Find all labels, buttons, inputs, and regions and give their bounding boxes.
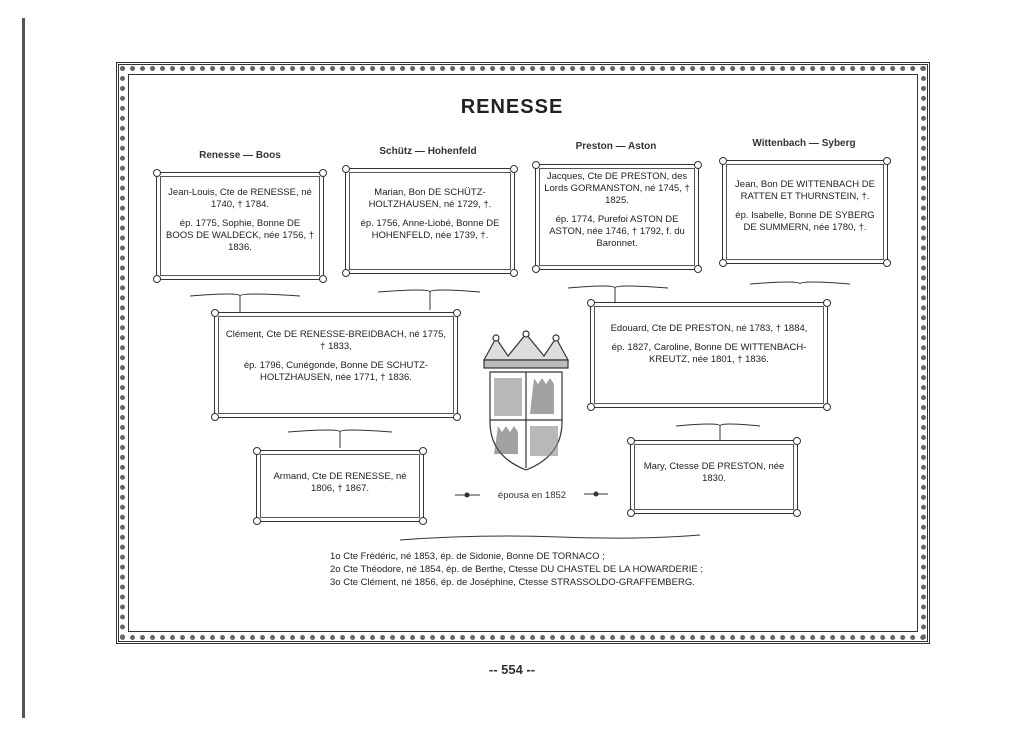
person-box-edouard-preston <box>590 302 828 408</box>
corner-ornament-icon <box>253 517 261 525</box>
spouse-entry: ép. 1756, Anne-Liobé, Bonne DE HOHENFELD, née 1739, †. <box>360 218 500 241</box>
child-entry-2: 2o Cte Théodore, né 1854, ép. de Berthe, Ctesse DU CHASTEL DE LA HOWARDERIE ; <box>330 564 703 575</box>
corner-ornament-icon <box>883 259 891 267</box>
family-heading-preston-aston: Preston — Aston <box>575 141 657 152</box>
person-box-marian-schutz <box>345 168 515 274</box>
corner-ornament-icon <box>823 403 831 411</box>
connector-gen2-right <box>676 424 760 440</box>
corner-ornament-icon <box>627 437 635 445</box>
corner-ornament-icon <box>419 447 427 455</box>
corner-ornament-icon <box>342 165 350 173</box>
connector-gen2-left <box>288 430 392 448</box>
child-entry-1: 1o Cte Frédéric, né 1853, ép. de Sidonie, Bonne DE TORNACO ; <box>330 551 605 562</box>
marriage-caption: épousa en 1852 <box>497 490 567 501</box>
child-entry-3: 3o Cte Clément, né 1856, ép. de Joséphine, Ctesse STRASSOLDO-GRAFFEMBERG. <box>330 577 695 588</box>
person-box-mary-preston <box>630 440 798 514</box>
connector-gen3-base <box>400 535 700 540</box>
spouse-entry: ép. 1796, Cunégonde, Bonne DE SCHUTZ-HOLTZHAUSEN, née 1771, † 1836. <box>243 360 429 383</box>
corner-ornament-icon <box>453 309 461 317</box>
person-entry: Jacques, Cte DE PRESTON, des Lords GORMANSTON, né 1745, † 1825. <box>544 171 690 206</box>
person-box-armand-renesse <box>256 450 424 522</box>
corner-ornament-icon <box>627 509 635 517</box>
person-entry: Armand, Cte DE RENESSE, né 1806, † 1867. <box>273 471 407 494</box>
page-number-ornament-right: -- <box>522 662 536 677</box>
family-heading-wittenbach-syberg: Wittenbach — Syberg <box>752 138 856 149</box>
corner-ornament-icon <box>883 157 891 165</box>
corner-ornament-icon <box>153 275 161 283</box>
corner-ornament-icon <box>587 299 595 307</box>
person-entry: Jean, Bon DE WITTENBACH DE RATTEN ET THURNSTEIN, †. <box>735 179 875 202</box>
page-number-ornament-left: -- <box>488 662 502 677</box>
corner-ornament-icon <box>319 275 327 283</box>
corner-ornament-icon <box>587 403 595 411</box>
corner-ornament-icon <box>253 447 261 455</box>
coat-of-arms-icon <box>476 330 576 476</box>
spouse-entry: ép. Isabelle, Bonne DE SYBERG DE SUMMERN, née 1780, †. <box>735 210 875 233</box>
spouse-entry: ép. 1775, Sophie, Bonne DE BOOS DE WALDECK, née 1756, † 1836. <box>165 218 315 253</box>
corner-ornament-icon <box>823 299 831 307</box>
corner-ornament-icon <box>419 517 427 525</box>
connector-gen1-right <box>568 286 668 302</box>
corner-ornament-icon <box>153 169 161 177</box>
person-box-jacques-preston <box>535 164 699 270</box>
corner-ornament-icon <box>510 165 518 173</box>
corner-ornament-icon <box>510 269 518 277</box>
corner-ornament-icon <box>793 509 801 517</box>
corner-ornament-icon <box>793 437 801 445</box>
person-box-clement-renesse-breidbach <box>214 312 458 418</box>
children-list <box>330 550 750 589</box>
family-heading-schutz-hohenfeld: Schütz — Hohenfeld <box>379 146 477 157</box>
person-entry: Marian, Bon DE SCHÜTZ-HOLTZHAUSEN, né 1729, †. <box>368 187 492 210</box>
corner-ornament-icon <box>719 157 727 165</box>
corner-ornament-icon <box>532 161 540 169</box>
corner-ornament-icon <box>694 161 702 169</box>
corner-ornament-icon <box>532 265 540 273</box>
connector-gen1-left <box>190 294 300 312</box>
page-number <box>0 662 1024 677</box>
spouse-entry: ép. 1827, Caroline, Bonne DE WITTENBACH-KREUTZ, née 1801, † 1836. <box>611 342 807 365</box>
family-heading-renesse-boos: Renesse — Boos <box>199 150 281 161</box>
corner-ornament-icon <box>342 269 350 277</box>
corner-ornament-icon <box>453 413 461 421</box>
connector-gen1-far <box>750 282 850 284</box>
corner-ornament-icon <box>719 259 727 267</box>
corner-ornament-icon <box>211 309 219 317</box>
person-box-jean-wittenbach <box>722 160 888 264</box>
person-entry: Edouard, Cte DE PRESTON, né 1783, † 1884, <box>610 323 808 334</box>
corner-ornament-icon <box>694 265 702 273</box>
connector-gen1-center <box>378 290 480 310</box>
spouse-entry: ép. 1774, Purefoi ASTON DE ASTON, née 1746, † 1792, f. du Baronnet. <box>549 214 685 249</box>
person-entry: Mary, Ctesse DE PRESTON, née 1830. <box>643 461 785 484</box>
corner-ornament-icon <box>319 169 327 177</box>
person-entry: Jean-Louis, Cte de RENESSE, né 1740, † 1784. <box>168 187 312 210</box>
page-number-value: 554 <box>501 662 523 677</box>
person-box-jean-louis-renesse <box>156 172 324 280</box>
person-entry: Clément, Cte DE RENESSE-BREIDBACH, né 1775, † 1833, <box>225 329 447 352</box>
page-title: RENESSE <box>460 96 564 118</box>
corner-ornament-icon <box>211 413 219 421</box>
